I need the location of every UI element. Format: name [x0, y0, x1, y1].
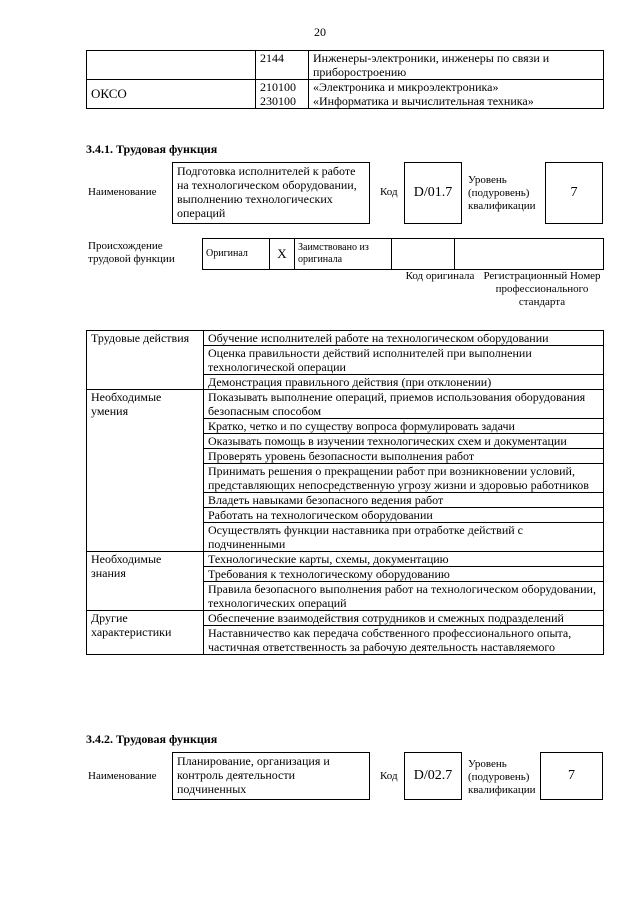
table-cell-text: «Электроника и микроэлектроника» «Информатика и вычислительная техника» — [309, 80, 604, 109]
item-cell: Проверять уровень безопасности выполнения работ — [204, 449, 604, 464]
item-cell: Работать на технологическом оборудовании — [204, 508, 604, 523]
code-label: Код — [380, 186, 398, 198]
section-title: 3.4.2. Трудовая функция — [86, 732, 218, 746]
item-cell: Требования к технологическому оборудованию — [204, 567, 604, 582]
item-cell: Обучение исполнителей работе на технологическом оборудовании — [204, 331, 604, 346]
level-label: Уровень (подуровень) квалификации — [468, 174, 536, 212]
table-row — [87, 552, 604, 567]
name-label: Наименование — [88, 186, 157, 198]
page-number: 20 — [314, 25, 326, 39]
table-row — [203, 239, 604, 270]
origin-label: Происхождение трудовой функции — [88, 240, 175, 265]
reg-number-cell — [455, 239, 604, 270]
function-name-box: Подготовка исполнителей к работе на технологическом оборудовании, выполнению технологических операций — [172, 162, 370, 224]
item-cell: Кратко, четко и по существу вопроса формулировать задачи — [204, 419, 604, 434]
code-original-label: Код оригинала — [405, 270, 475, 282]
level-box: 7 — [540, 752, 603, 800]
section-title: 3.4.1. Трудовая функция — [86, 142, 218, 156]
table-row — [87, 331, 604, 346]
classification-table — [86, 50, 604, 109]
category-cell: Необходимые знания — [87, 552, 204, 611]
item-cell: Оценка правильности действий исполнителей при выполнении технологической операции — [204, 346, 604, 375]
code-original-cell — [392, 239, 455, 270]
item-cell: Владеть навыками безопасного ведения работ — [204, 493, 604, 508]
item-cell: Оказывать помощь в изучении технологических схем и документации — [204, 434, 604, 449]
code-box: D/02.7 — [404, 752, 462, 800]
table-cell-code: 210100 230100 — [256, 80, 309, 109]
function-name-box: Планирование, организация и контроль деятельности подчиненных — [172, 752, 370, 800]
item-cell: Осуществлять функции наставника при отработке действий с подчиненными — [204, 523, 604, 552]
category-cell: Необходимые умения — [87, 390, 204, 552]
item-cell: Показывать выполнение операций, приемов использования оборудования безопасным способом — [204, 390, 604, 419]
item-cell: Наставничество как передача собственного профессионального опыта, частичная ответственность за рабочую деятельность наставляемого — [204, 626, 604, 655]
category-cell: Другие характеристики — [87, 611, 204, 655]
origin-borrowed-cell: Заимствовано из оригинала — [295, 239, 392, 270]
table-cell-code: 2144 — [256, 51, 309, 80]
origin-original-cell: Оригинал — [203, 239, 270, 270]
code-box: D/01.7 — [404, 162, 462, 224]
table-row — [87, 611, 604, 626]
category-cell: Трудовые действия — [87, 331, 204, 390]
origin-x-cell: X — [270, 239, 295, 270]
level-box: 7 — [545, 162, 603, 224]
item-cell: Правила безопасного выполнения работ на технологическом оборудовании, технологических операций — [204, 582, 604, 611]
item-cell: Обеспечение взаимодействия сотрудников и смежных подразделений — [204, 611, 604, 626]
table-row — [87, 390, 604, 419]
reg-number-label: Регистрационный Номер профессионального стандарта — [483, 270, 601, 308]
table-row — [87, 80, 604, 109]
table-cell — [87, 51, 256, 80]
table-row — [87, 51, 604, 80]
code-label: Код — [380, 770, 398, 782]
origin-table — [202, 238, 604, 270]
item-cell: Принимать решения о прекращении работ при возникновении условий, представляющих непосредственную угрозу жизни и здоровью работников — [204, 464, 604, 493]
table-cell-text: Инженеры-электроники, инженеры по связи и приборостроению — [309, 51, 604, 80]
table-cell-okso: ОКСО — [87, 80, 256, 109]
item-cell: Демонстрация правильного действия (при отклонении) — [204, 375, 604, 390]
item-cell: Технологические карты, схемы, документацию — [204, 552, 604, 567]
level-label: Уровень (подуровень) квалификации — [468, 758, 536, 796]
name-label: Наименование — [88, 770, 157, 782]
function-details-table — [86, 330, 604, 655]
